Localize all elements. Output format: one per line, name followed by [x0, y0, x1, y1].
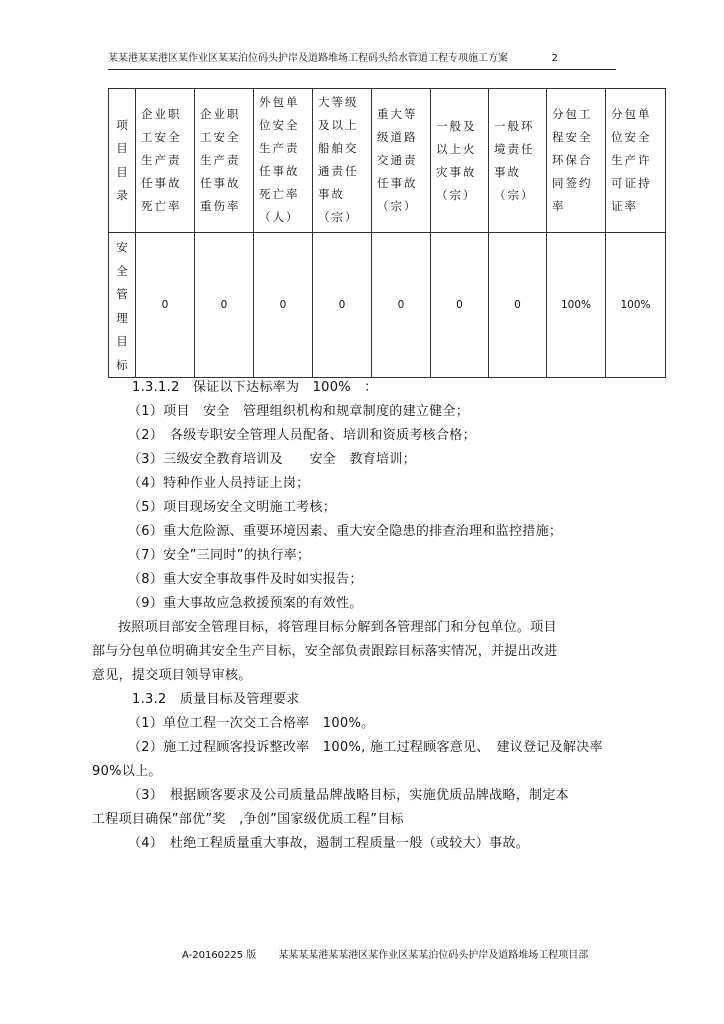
- list-item: （8）重大安全事故事件及时如实报告；: [128, 572, 363, 587]
- table-cell: 100%: [547, 233, 606, 378]
- list-item: （9）重大事故应急救援预案的有效性。: [128, 596, 363, 611]
- header-cell: 分包单位安全生产许可证持证率: [606, 89, 666, 233]
- header-cell: 一般及以上火灾事故（宗）: [431, 89, 489, 233]
- table-header-row: [109, 89, 666, 233]
- header-cell: 一般环境责任事故（宗）: [489, 89, 547, 233]
- list-item: （1）项目 安全 管理组织机构和规章制度的建立健全；: [128, 404, 470, 419]
- list-item: （6）重大危险源、重要环境因素、重大安全隐患的排查治理和监控措施；: [128, 524, 563, 539]
- page-header: [108, 52, 616, 66]
- page-number: 2: [551, 53, 558, 64]
- section-heading-132: 1.3.2 质量目标及管理要求: [132, 692, 300, 707]
- header-cell: 企业职工安全生产责任事故重伤率: [195, 89, 254, 233]
- header-cell-project-catalog: 项目目录: [109, 89, 136, 233]
- paragraph-line: 意见，提交项目领导审核。: [92, 668, 252, 683]
- table-cell: 0: [313, 233, 372, 378]
- quality-item: （4） 杜绝工程质量重大事故，遏制工程质量一般（或较大）事故。: [128, 836, 530, 851]
- document-body: [92, 376, 652, 856]
- list-item: （5）项目现场安全文明施工考核；: [128, 500, 337, 515]
- list-item: （3）三级安全教育培训及 安全 教育培训；: [128, 452, 416, 467]
- table-cell: 100%: [606, 233, 666, 378]
- page-footer: [182, 946, 588, 961]
- list-item: （4）特种作业人员持证上岗；: [128, 476, 310, 491]
- table-cell: 0: [254, 233, 313, 378]
- section-heading-1312: 1.3.1.2 保证以下达标率为 100% ：: [132, 380, 378, 395]
- table-cell: 0: [136, 233, 195, 378]
- table-cell: 0: [431, 233, 489, 378]
- footer-version: A-20160225 版: [182, 950, 257, 961]
- header-cell: 分包工程安全环保合同签约率: [547, 89, 606, 233]
- quality-item-continuation: 90%以上。: [92, 764, 162, 779]
- header-cell: 外包单位安全生产责任事故死亡率（人）: [254, 89, 313, 233]
- paragraph-line: 按照项目部安全管理目标，将管理目标分解到各管理部门和分包单位。项目: [118, 620, 557, 635]
- header-cell: 重大等级道路交通责任事故（宗）: [372, 89, 431, 233]
- paragraph-line: 部与分包单位明确其安全生产目标，安全部负责跟踪目标落实情况，并提出改进: [92, 644, 558, 659]
- footer-department: 某某某某港某某港区某作业区某某泊位码头护岸及道路堆场工程项目部: [278, 950, 589, 961]
- table-cell: 0: [195, 233, 254, 378]
- quality-item: （2）施工过程顾客投诉整改率 100%, 施工过程顾客意见、 建议登记及解决率: [128, 740, 603, 755]
- list-item: （2） 各级专职安全管理人员配备、培训和资质考核合格；: [128, 428, 476, 443]
- quality-item-continuation: 工程项目确保”部优”奖 ,争创”国家级优质工程”目标: [92, 812, 404, 827]
- table-cell: 0: [489, 233, 547, 378]
- list-item: （7）安全”三同时”的执行率；: [128, 548, 311, 563]
- quality-item: （3） 根据顾客要求及公司质量品牌战略目标，实施优质品牌战略，制定本: [128, 788, 569, 803]
- table-row: [109, 233, 666, 378]
- quality-item: （1）单位工程一次交工合格率 100%。: [128, 716, 375, 731]
- safety-target-table: [108, 88, 666, 378]
- row-label-safety-target: 安全管理目标: [109, 233, 136, 378]
- header-cell: 大等级及以上船舶交通责任事故（宗）: [313, 89, 372, 233]
- header-title: 某某港某某港区某作业区某某泊位码头护岸及道路堆场工程码头给水管道工程专项施工方案: [108, 53, 508, 64]
- header-cell: 企业职工安全生产责任事故死亡率: [136, 89, 195, 233]
- table-cell: 0: [372, 233, 431, 378]
- header-rule: [108, 69, 616, 70]
